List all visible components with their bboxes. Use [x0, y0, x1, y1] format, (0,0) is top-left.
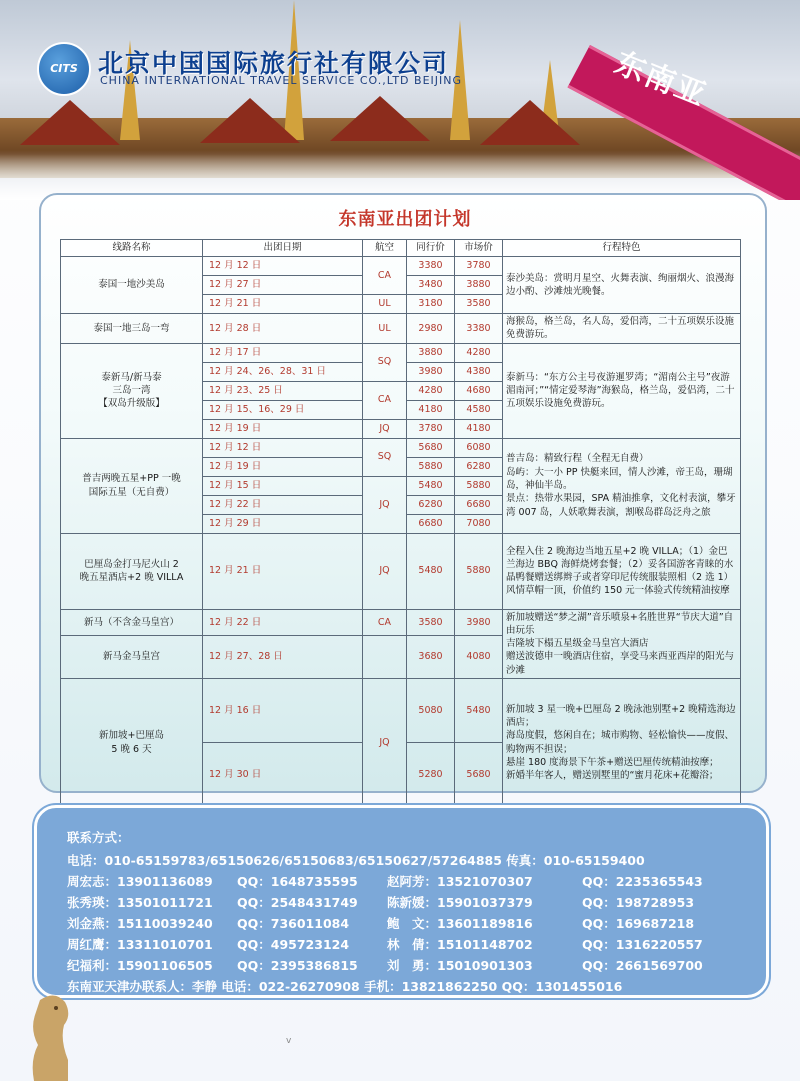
temple-roof: [20, 100, 120, 145]
peer-price: 3880: [407, 343, 455, 362]
header-features: 行程特色: [503, 240, 741, 257]
market-price: 4380: [455, 362, 503, 381]
departure-date: 12 月 24、26、28、31 日: [203, 362, 363, 381]
contact-name-phone: 周红鹰：13311010701: [67, 937, 213, 952]
market-price: 4280: [455, 343, 503, 362]
contact-name-phone: 林 倩：15101148702: [387, 937, 533, 952]
header-peer-price: 同行价: [407, 240, 455, 257]
peer-price: 6680: [407, 514, 455, 533]
peer-price: 3580: [407, 609, 455, 636]
airline-code: JQ: [363, 679, 407, 807]
peer-price: 5480: [407, 533, 455, 609]
market-price: 4680: [455, 381, 503, 400]
peer-price: 5480: [407, 476, 455, 495]
departure-date: 12 月 22 日: [203, 495, 363, 514]
region-label: 东南亚: [609, 45, 713, 114]
temple-roof: [330, 96, 430, 141]
route-name: 普吉两晚五星+PP 一晚 国际五星（无自费）: [61, 438, 203, 533]
departure-date: 12 月 17 日: [203, 343, 363, 362]
market-price: 3980: [455, 609, 503, 636]
departure-date: 12 月 22 日: [203, 609, 363, 636]
route-name: 新加坡+巴厘岛 5 晚 6 天: [61, 679, 203, 807]
route-name: 泰国一地三岛一弯: [61, 314, 203, 344]
contact-name-phone: 张秀瑛：13501011721: [67, 895, 213, 910]
route-name: 泰国一地沙美岛: [61, 257, 203, 314]
route-name: 新马（不含金马皇宫）: [61, 609, 203, 636]
route-features: 泰新马：“东方公主号夜游暹罗湾；“湄南公主号”夜游湄南河；”“情定爱琴海”海猴岛，格兰岛，爱侣湾，二十五项娱乐设施免费游玩。: [503, 343, 741, 438]
contact-qq: QQ：736011084: [237, 916, 350, 931]
airline-code: CA: [363, 609, 407, 636]
contact-qq: QQ：2661569700: [582, 958, 703, 973]
header-date: 出团日期: [203, 240, 363, 257]
peer-price: 3180: [407, 295, 455, 314]
departure-date: 12 月 27、28 日: [203, 636, 363, 679]
airline-code: JQ: [363, 476, 407, 533]
table-row: [61, 679, 741, 743]
temple-roof: [480, 100, 580, 145]
departure-date: 12 月 12 日: [203, 257, 363, 276]
header-route: 线路名称: [61, 240, 203, 257]
departure-date: 12 月 19 日: [203, 419, 363, 438]
merlion-statue-icon: [20, 990, 80, 1081]
cits-logo: [37, 42, 91, 96]
departure-date: 12 月 27 日: [203, 276, 363, 295]
peer-price: 5880: [407, 457, 455, 476]
departure-date: 12 月 19 日: [203, 457, 363, 476]
peer-price: 3680: [407, 636, 455, 679]
tour-schedule-table: [60, 239, 741, 807]
airline-code: UL: [363, 314, 407, 344]
contact-name-phone: 纪福利：15901106505: [67, 958, 213, 973]
market-price: 3780: [455, 257, 503, 276]
temple-roof: [200, 98, 300, 143]
header-market-price: 市场价: [455, 240, 503, 257]
market-price: 5480: [455, 679, 503, 743]
contact-phone-fax: 电话：010-65159783/65150626/65150683/65150627/57264885 传真：010-65159400: [67, 853, 645, 868]
airline-code: [363, 636, 407, 679]
contact-name-phone: 鲍 文：13601189816: [387, 916, 533, 931]
header-banner: [0, 0, 800, 200]
contact-qq: QQ：495723124: [237, 937, 350, 952]
contact-qq: QQ：198728953: [582, 895, 695, 910]
market-price: 4080: [455, 636, 503, 679]
peer-price: 4180: [407, 400, 455, 419]
peer-price: 6280: [407, 495, 455, 514]
contact-name-phone: 周宏志：13901136089: [67, 874, 213, 889]
peer-price: 3380: [407, 257, 455, 276]
peer-price: 4280: [407, 381, 455, 400]
airline-code: CA: [363, 381, 407, 419]
route-features: 全程入住 2 晚海边当地五星+2 晚 VILLA；（1）金巴兰海边 BBQ 海鲜烧烤套餐；（2）妥各国游客青睐的水晶鸭餐赠送绑辫子或者穿印尼传统服装照相（2 选 1）风情草帽一顶，价值约 150 元一体验式传统精油按摩: [503, 533, 741, 609]
departure-date: 12 月 30 日: [203, 743, 363, 807]
company-name-cn: 北京中国国际旅行社有限公司: [98, 49, 450, 78]
contact-qq: QQ：1648735595: [237, 874, 358, 889]
departure-date: 12 月 21 日: [203, 295, 363, 314]
market-price: 3380: [455, 314, 503, 344]
table-row: [61, 343, 741, 362]
table-row: [61, 257, 741, 276]
route-features: 新加坡赠送“梦之湖”音乐喷泉+名胜世界“节庆大道”自由玩乐 吉隆坡下榻五星级金马皇宫大酒店 赠送波德申一晚酒店住宿，享受马来西亚西岸的阳光与沙滩: [503, 609, 741, 678]
airline-code: SQ: [363, 343, 407, 381]
market-price: 5880: [455, 476, 503, 495]
departure-date: 12 月 28 日: [203, 314, 363, 344]
peer-price: 5680: [407, 438, 455, 457]
peer-price: 3480: [407, 276, 455, 295]
airline-code: JQ: [363, 419, 407, 438]
route-name: 泰新马/新马泰 三岛一湾 【双岛升级版】: [61, 343, 203, 438]
departure-date: 12 月 21 日: [203, 533, 363, 609]
market-price: 5880: [455, 533, 503, 609]
tianjin-contact: 东南亚天津办联系人：李静 电话：022-26270908 手机：13821862250 QQ：1301455016: [67, 979, 623, 994]
route-features: 普吉岛：精致行程（全程无自费） 岛屿：大一小 PP 快艇来回，情人沙滩，帝王岛，珊瑚岛，神仙半岛。 景点：热带水果园，SPA 精油推拿，文化村表演，攀牙湾 007 岛，人妖歌舞表演，割喉岛群岛泛舟之旅: [503, 438, 741, 533]
departure-date: 12 月 12 日: [203, 438, 363, 457]
header-airline: 航空: [363, 240, 407, 257]
table-row: [61, 609, 741, 636]
contact-name-phone: 刘 勇：15010901303: [387, 958, 533, 973]
contact-name-phone: 赵阿芳：13521070307: [387, 874, 533, 889]
contact-qq: QQ：2548431749: [237, 895, 358, 910]
market-price: 3880: [455, 276, 503, 295]
peer-price: 2980: [407, 314, 455, 344]
market-price: 7080: [455, 514, 503, 533]
table-row: [61, 438, 741, 457]
footer-mark: v: [286, 1036, 292, 1046]
route-features: 新加坡 3 星一晚+巴厘岛 2 晚泳池别墅+2 晚精选海边酒店； 海岛度假，悠闲自在；城市购物、轻松愉快——度假、购物两不担误； 悬崖 180 度海景下午茶+赠送巴厘传统精油按摩； 新婚半年客人，赠送别墅里的“蜜月花床+花瓣浴；: [503, 679, 741, 807]
peer-price: 3980: [407, 362, 455, 381]
market-price: 6680: [455, 495, 503, 514]
plan-title: 东南亚出团计划: [338, 209, 472, 230]
market-price: 6280: [455, 457, 503, 476]
peer-price: 5280: [407, 743, 455, 807]
departure-date: 12 月 23、25 日: [203, 381, 363, 400]
table-row: [61, 314, 741, 344]
contact-qq: QQ：169687218: [582, 916, 695, 931]
market-price: 4580: [455, 400, 503, 419]
company-name-en: CHINA INTERNATIONAL TRAVEL SERVICE CO.,LTD BEIJING: [100, 74, 463, 87]
departure-date: 12 月 29 日: [203, 514, 363, 533]
contact-panel: [34, 805, 769, 998]
airline-code: UL: [363, 295, 407, 314]
airline-code: CA: [363, 257, 407, 295]
contact-name-phone: 陈新媛：15901037379: [387, 895, 533, 910]
airline-code: SQ: [363, 438, 407, 476]
route-name: 巴厘岛金打马尼火山 2 晚五星酒店+2 晚 VILLA: [61, 533, 203, 609]
peer-price: 5080: [407, 679, 455, 743]
logo-text: CITS: [50, 62, 78, 75]
route-features: 泰沙美岛：赏明月星空、火舞表演、绚丽烟火、浪漫海边小酌、沙滩烛光晚餐。: [503, 257, 741, 314]
route-name: 新马金马皇宫: [61, 636, 203, 679]
airline-code: JQ: [363, 533, 407, 609]
tour-plan-panel: [39, 193, 767, 793]
table-row: [61, 533, 741, 609]
contact-qq: QQ：2395386815: [237, 958, 358, 973]
departure-date: 12 月 16 日: [203, 679, 363, 743]
departure-date: 12 月 15 日: [203, 476, 363, 495]
market-price: 6080: [455, 438, 503, 457]
market-price: 3580: [455, 295, 503, 314]
peer-price: 3780: [407, 419, 455, 438]
contact-qq: QQ：2235365543: [582, 874, 703, 889]
table-body: [61, 257, 741, 807]
departure-date: 12 月 15、16、29 日: [203, 400, 363, 419]
contact-name-phone: 刘金燕：15110039240: [67, 916, 213, 931]
contact-qq: QQ：1316220557: [582, 937, 703, 952]
market-price: 4180: [455, 419, 503, 438]
table-header-row: [61, 240, 741, 257]
contact-heading: 联系方式：: [67, 830, 130, 845]
market-price: 5680: [455, 743, 503, 807]
route-features: 海猴岛，格兰岛，名人岛，爱侣湾，二十五项娱乐设施免费游玩。: [503, 314, 741, 344]
